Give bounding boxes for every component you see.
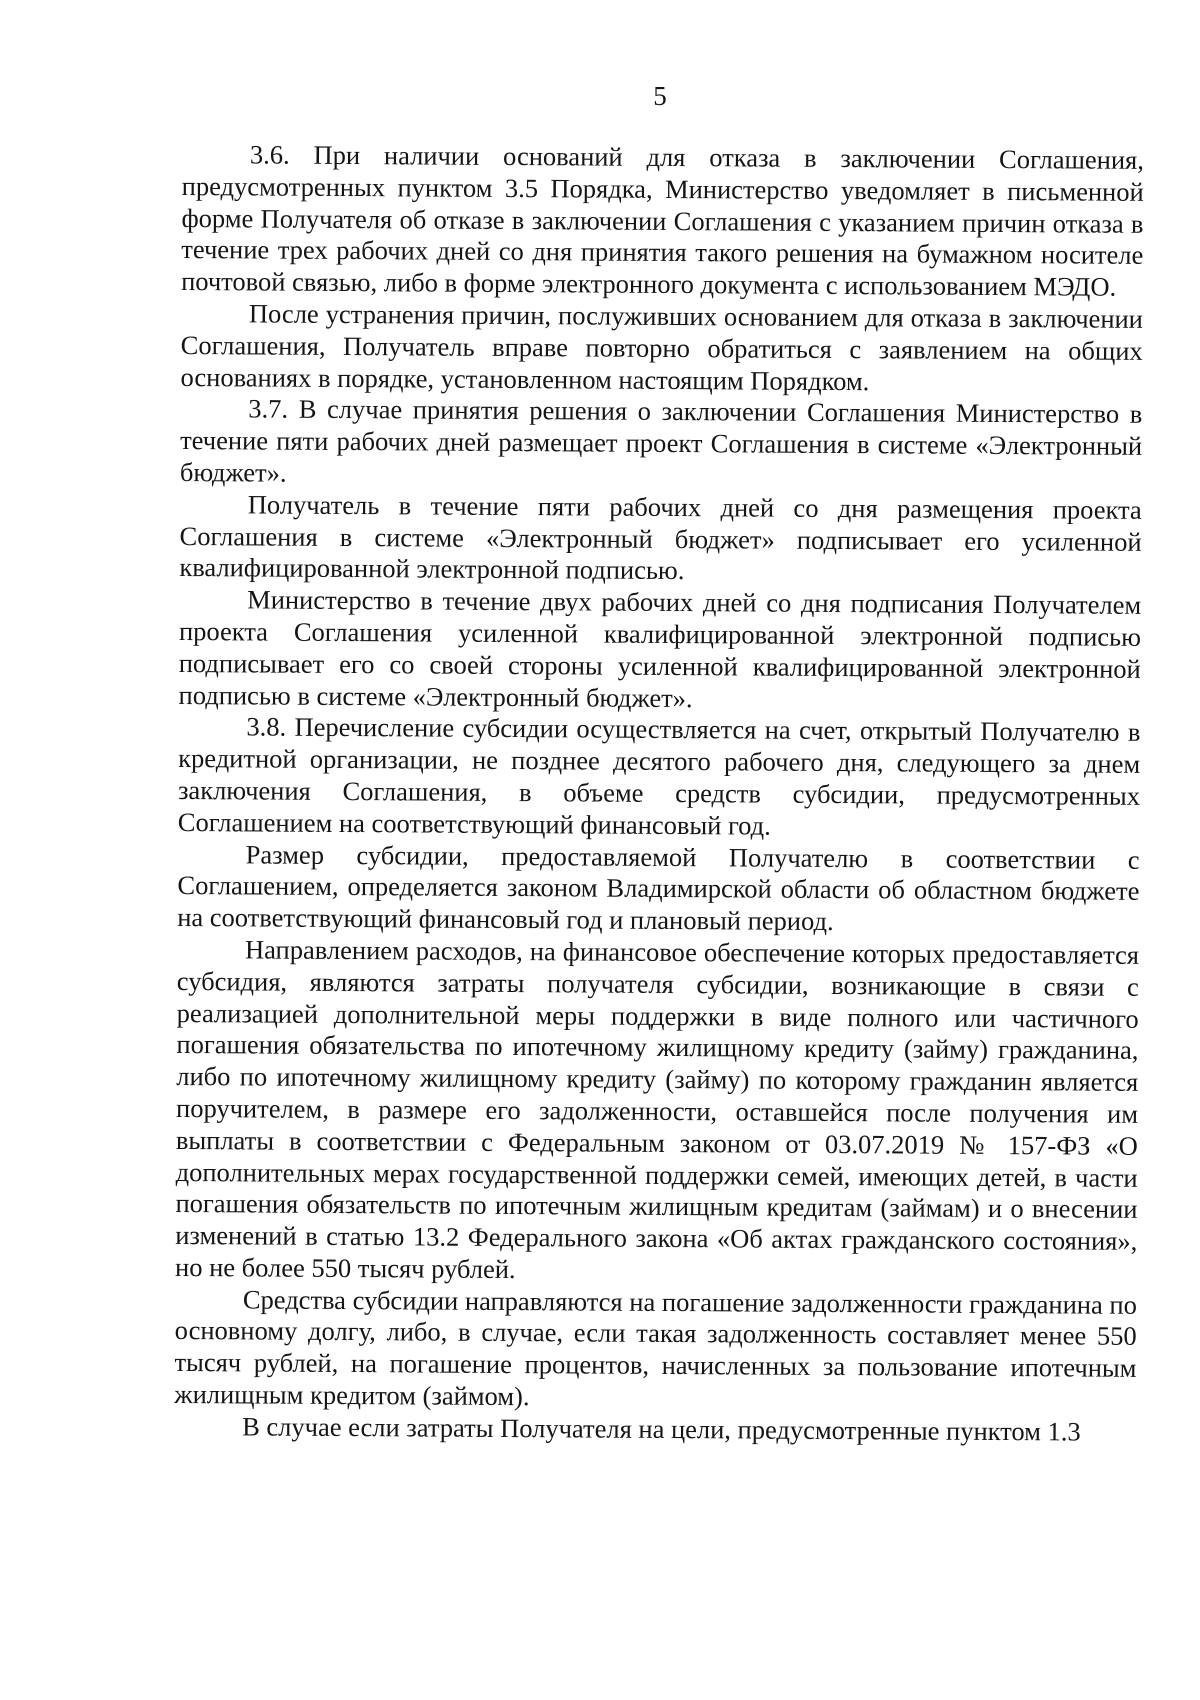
paragraph-3-8: 3.8. Перечисление субсидии осуществляется на счет, открытый Получателю в кредитной организации, не позднее десятого рабочего дня, следующего за днем заключения Соглашения, в объеме средств субсидии, предусмотренных Соглашением на соответствующий финансовый год. (177, 711, 1141, 841)
paragraph-subsidy-use: Средства субсидии направляются на погашение задолженности гражданина по основному долгу, либо, в случае, если такая задолженность составляет менее 550 тысяч рублей, на погашение процентов, начисленных за пользование ипотечным жилищным кредитом (займом). (174, 1284, 1137, 1412)
page-number: 5 (653, 81, 667, 111)
paragraph-reapply: После устранения причин, послуживших основанием для отказа в заключении Соглашения, Получатель вправе повторно обратиться с заявлением на общих основаниях в порядке, установленном настоящим Порядком. (180, 298, 1144, 396)
paragraph-ministry-signs: Министерство в течение двух рабочих дней со дня подписания Получателем проекта Соглашения усиленной квалифицированной электронной подписью подписывает его со своей стороны усиленной квалифицированной электронной подписью в системе «Электронный бюджет». (178, 584, 1142, 713)
document-body (174, 139, 1144, 1449)
paragraph-3-7: 3.7. В случае принятия решения о заключении Соглашения Министерство в течение пяти рабочих дней размещает проект Соглашения в системе «Электронный бюджет». (179, 393, 1143, 488)
paragraph-3-6: 3.6. При наличии оснований для отказа в заключении Соглашения, предусмотренных пунктом 3.5 Порядка, Министерство уведомляет в письменной форме Получателя об отказе в заключении Соглашения с указанием причин отказа в течение трех рабочих дней со дня принятия такого решения на бумажном носителе почтовой связью, либо в форме электронного документа с использованием МЭДО. (181, 139, 1144, 302)
paragraph-recipient-signs: Получатель в течение пяти рабочих дней со дня размещения проекта Соглашения в системе «Электронный бюджет» подписывает его усиленной квалифицированной электронной подписью. (179, 489, 1142, 586)
paragraph-subsidy-amount: Размер субсидии, предоставляемой Получателю в соответствии с Соглашением, определяется законом Владимирской области об областном бюджете на соответствующий финансовый год и плановый период. (177, 838, 1140, 937)
paragraph-recipient-costs: В случае если затраты Получателя на цели, предусмотренные пунктом 1.3 (242, 1411, 1081, 1447)
paragraph-expense-direction: Направлением расходов, на финансовое обеспечение которых предоставляется субсидия, являются затраты получателя субсидии, возникающие в связи с реализацией дополнительной меры поддержки в виде полного или частичного погашения обязательства по ипотечному жилищному кредиту (займу) гражданина, либо по ипотечному жилищному кредиту (займу) по которому гражданин является поручителем, в размере его задолженности, оставшейся после получения им выплаты в соответствии с Федеральным законом от 03.07.2019 № 157-ФЗ «О дополнительных мерах государственной поддержки семей, имеющих детей, в части погашения обязательств по ипотечным жилищным кредитам (займам) и о внесении изменений в статью 13.2 Федерального закона «Об актах гражданского состояния», но не более 550 тысяч рублей. (175, 934, 1140, 1284)
